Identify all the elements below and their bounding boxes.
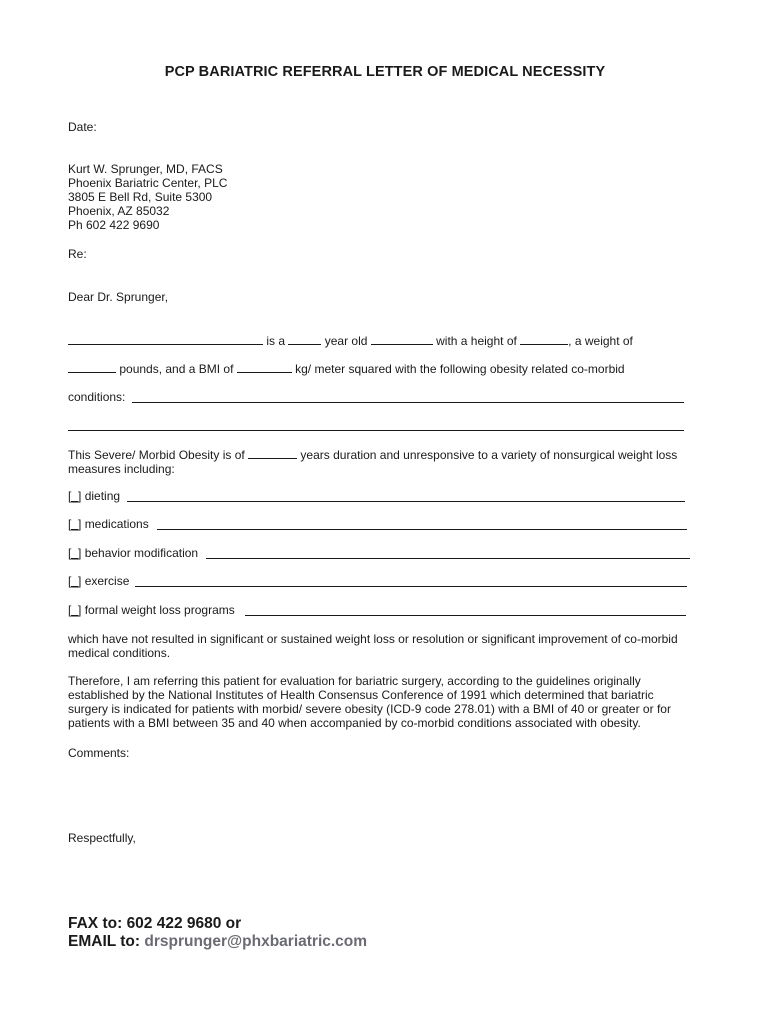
closing: Respectfully, — [68, 831, 136, 845]
fax-line — [68, 915, 241, 933]
patient-info-line — [68, 333, 633, 348]
re-label: Re: — [68, 247, 87, 261]
address-line: Phoenix, AZ 85032 — [68, 204, 170, 218]
measure-item-behavior-modification[interactable] — [68, 546, 198, 560]
letter-title: PCP BARIATRIC REFERRAL LETTER OF MEDICAL NECESSITY — [164, 64, 606, 80]
duration-blank[interactable] — [248, 447, 297, 459]
checkbox[interactable]: [_] — [68, 546, 82, 560]
formal-programs-field-line[interactable] — [245, 615, 686, 616]
dieting-field-line[interactable] — [127, 501, 685, 502]
behavior-modification-field-line[interactable] — [206, 558, 690, 559]
age-blank[interactable] — [288, 333, 321, 345]
checkbox[interactable]: [_] — [68, 517, 82, 531]
fax-label: FAX to: — [68, 915, 123, 932]
address-line: Phoenix Bariatric Center, PLC — [68, 176, 228, 190]
measure-label: medications — [84, 517, 149, 531]
fax-number: 602 422 9680 or — [126, 915, 242, 932]
conditions-field-line-1[interactable] — [132, 402, 684, 403]
patient-name-blank[interactable] — [68, 333, 263, 345]
checkbox[interactable]: [_] — [68, 489, 82, 503]
checkbox[interactable]: [_] — [68, 574, 82, 588]
with-height-text: with a height of — [436, 334, 517, 348]
measure-item-exercise[interactable] — [68, 574, 129, 588]
height-blank-1[interactable] — [371, 333, 433, 345]
exercise-field-line[interactable] — [135, 586, 687, 587]
measure-label: dieting — [84, 489, 121, 503]
email-line — [68, 933, 367, 951]
measure-label: formal weight loss programs — [84, 603, 235, 617]
bmi-line — [68, 361, 625, 376]
salutation: Dear Dr. Sprunger, — [68, 290, 169, 304]
pounds-text: pounds, and a BMI of — [119, 362, 234, 376]
kg-text: kg/ meter squared with the following obesity related co-morbid — [295, 362, 625, 376]
result-paragraph: which have not resulted in significant or sustained weight loss or resolution or significant improvement of co-morbid medical conditions. — [68, 632, 678, 660]
weight-blank[interactable] — [68, 361, 116, 373]
email-label: EMAIL to: — [68, 933, 141, 950]
measure-label: behavior modification — [84, 546, 199, 560]
measure-item-formal-weight-loss-programs[interactable] — [68, 603, 235, 617]
conditions-field-line-2[interactable] — [68, 430, 684, 431]
measure-item-medications[interactable] — [68, 517, 149, 531]
conditions-label: conditions: — [68, 390, 126, 404]
is-a-text: is a — [266, 334, 286, 348]
height-blank-2[interactable] — [520, 333, 568, 345]
recipient-address — [68, 162, 227, 232]
checkbox[interactable]: [_] — [68, 603, 82, 617]
weight-of-text: , a weight of — [568, 334, 633, 348]
duration-text-1: This Severe/ Morbid Obesity is of — [68, 448, 245, 462]
address-line: Kurt W. Sprunger, MD, FACS — [68, 162, 223, 176]
measure-label: exercise — [84, 574, 130, 588]
date-label: Date: — [68, 120, 97, 134]
duration-text-2: years duration and unresponsive to a variety of nonsurgical weight loss measures including: — [68, 448, 678, 476]
address-phone: Ph 602 422 9690 — [68, 218, 160, 232]
duration-paragraph — [68, 447, 693, 476]
comments-label: Comments: — [68, 746, 130, 760]
year-old-text: year old — [324, 334, 368, 348]
address-line: 3805 E Bell Rd, Suite 5300 — [68, 190, 213, 204]
medications-field-line[interactable] — [157, 529, 687, 530]
bmi-blank[interactable] — [237, 361, 292, 373]
email-link[interactable]: drsprunger@phxbariatric.com — [144, 933, 368, 950]
measure-item-dieting[interactable] — [68, 489, 120, 503]
therefore-paragraph: Therefore, I am referring this patient for evaluation for bariatric surgery, according to the guidelines originally established by the National Institutes of Health Consensus Conference of 1991 which determined that bariatric surgery is indicated for patients with morbid/ severe obesity (ICD-9 code 278.01) with a BMI of 40 or greater or for patients with a BMI between 35 and 40 when accompanied by co-morbid conditions associated with obesity. — [68, 674, 671, 730]
